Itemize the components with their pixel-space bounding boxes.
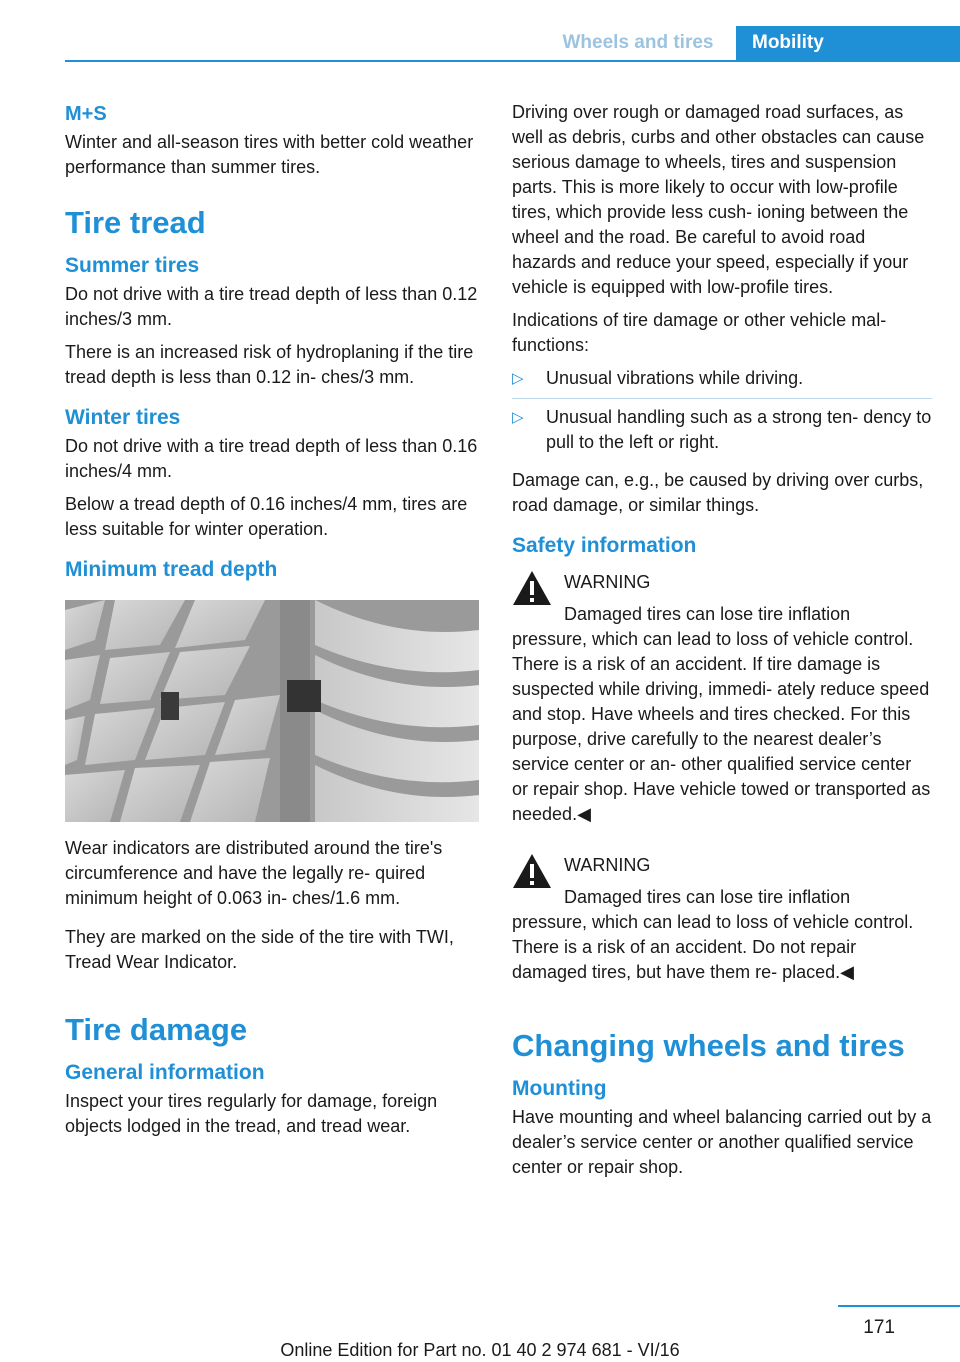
- left-column: [65, 100, 479, 1147]
- tread-wear-indicator-illustration: [65, 600, 479, 822]
- header-section-label: Wheels and tires: [562, 32, 714, 53]
- indications-text: Indications of tire damage or other vehicle mal‐ functions:: [512, 310, 887, 355]
- list-item: ▷ Unusual vibrations while driving.: [512, 366, 932, 398]
- list-item: ▷ Unusual handling such as a strong ten‐ dency to pull to the left or right.: [512, 398, 932, 462]
- ms-heading: M+S: [65, 103, 107, 125]
- wear-indicator-text-1: Wear indicators are distributed around the tire's circumference and have the legally re‐ quired minimum height of 0.063 in‐ ches/1.6 mm.: [65, 838, 443, 908]
- warning-block-2: [512, 853, 932, 985]
- header-chapter-tab: Mobility: [736, 26, 960, 62]
- warning-triangle-icon: [512, 853, 552, 889]
- tire-tread-heading: Tire tread: [65, 205, 206, 240]
- edition-footer: Online Edition for Part no. 01 40 2 974 681 - VI/16: [280, 1340, 680, 1360]
- wear-indicator-text-2: They are marked on the side of the tire with TWI, Tread Wear Indicator.: [65, 927, 454, 972]
- winter-text-2: Below a tread depth of 0.16 inches/4 mm, tires are less suitable for winter operation.: [65, 494, 468, 539]
- warning-title: WARNING: [564, 855, 651, 875]
- summer-tires-heading: Summer tires: [65, 254, 200, 277]
- right-column: [512, 100, 932, 1188]
- mounting-text: Have mounting and wheel balancing carried out by a dealer’s service center or another qualified service center or repair shop.: [512, 1107, 932, 1177]
- footer-rule: [838, 1305, 960, 1307]
- header-rule: [65, 60, 960, 62]
- triangle-bullet-icon: ▷: [512, 409, 524, 426]
- page-number: 171: [863, 1317, 895, 1338]
- minimum-tread-heading: Minimum tread depth: [65, 558, 278, 581]
- changing-wheels-heading: Changing wheels and tires: [512, 1028, 905, 1063]
- ms-text: Winter and all-season tires with better cold weather performance than summer tires.: [65, 132, 474, 177]
- road-surface-text: Driving over rough or damaged road surfaces, as well as debris, curbs and other obstacles can cause serious damage to wheels, tires and suspension parts. This is more likely to occur with low-profile tires, which provide less cush‐ ioning between the wheel and the road. Be careful to avoid road hazards and reduce your speed, especially if your vehicle is equipped with low-profile tires.: [512, 102, 925, 297]
- warning-text-first-line: Damaged tires can lose tire inflation: [564, 887, 851, 907]
- warning-text-first-line: Damaged tires can lose tire inflation: [564, 604, 851, 624]
- warning-text: pressure, which can lead to loss of vehicle control. There is a risk of an accident. Do not repair damaged tires, but have them re‐ placed.◀: [512, 912, 914, 982]
- indications-list: [512, 366, 932, 462]
- tire-damage-heading: Tire damage: [65, 1012, 248, 1047]
- damage-causes-text: Damage can, e.g., be caused by driving over curbs, road damage, or similar things.: [512, 470, 924, 515]
- warning-title: WARNING: [564, 572, 651, 592]
- winter-text-1: Do not drive with a tire tread depth of less than 0.16 inches/4 mm.: [65, 436, 478, 481]
- warning-text: pressure, which can lead to loss of vehicle control. There is a risk of an accident. If tire damage is suspected while driving, immedi‐ ately reduce speed and stop. Have wheels and tires checked. For this purpose, drive carefully to the nearest dealer’s service center or an‐ other qualified service center or repair shop. Have vehicle towed or transported as needed.◀: [512, 629, 931, 824]
- summer-text-2: There is an increased risk of hydroplaning if the tire tread depth is less than 0.12 in‐ ches/3 mm.: [65, 342, 474, 387]
- winter-tires-heading: Winter tires: [65, 406, 181, 429]
- triangle-bullet-icon: ▷: [512, 370, 524, 387]
- warning-triangle-icon: [512, 570, 552, 606]
- safety-information-heading: Safety information: [512, 534, 697, 557]
- general-information-heading: General information: [65, 1061, 265, 1084]
- general-information-text: Inspect your tires regularly for damage, foreign objects lodged in the tread, and tread wear.: [65, 1091, 438, 1136]
- mounting-heading: Mounting: [512, 1077, 607, 1100]
- summer-text-1: Do not drive with a tire tread depth of less than 0.12 inches/3 mm.: [65, 284, 478, 329]
- warning-block-1: [512, 570, 932, 827]
